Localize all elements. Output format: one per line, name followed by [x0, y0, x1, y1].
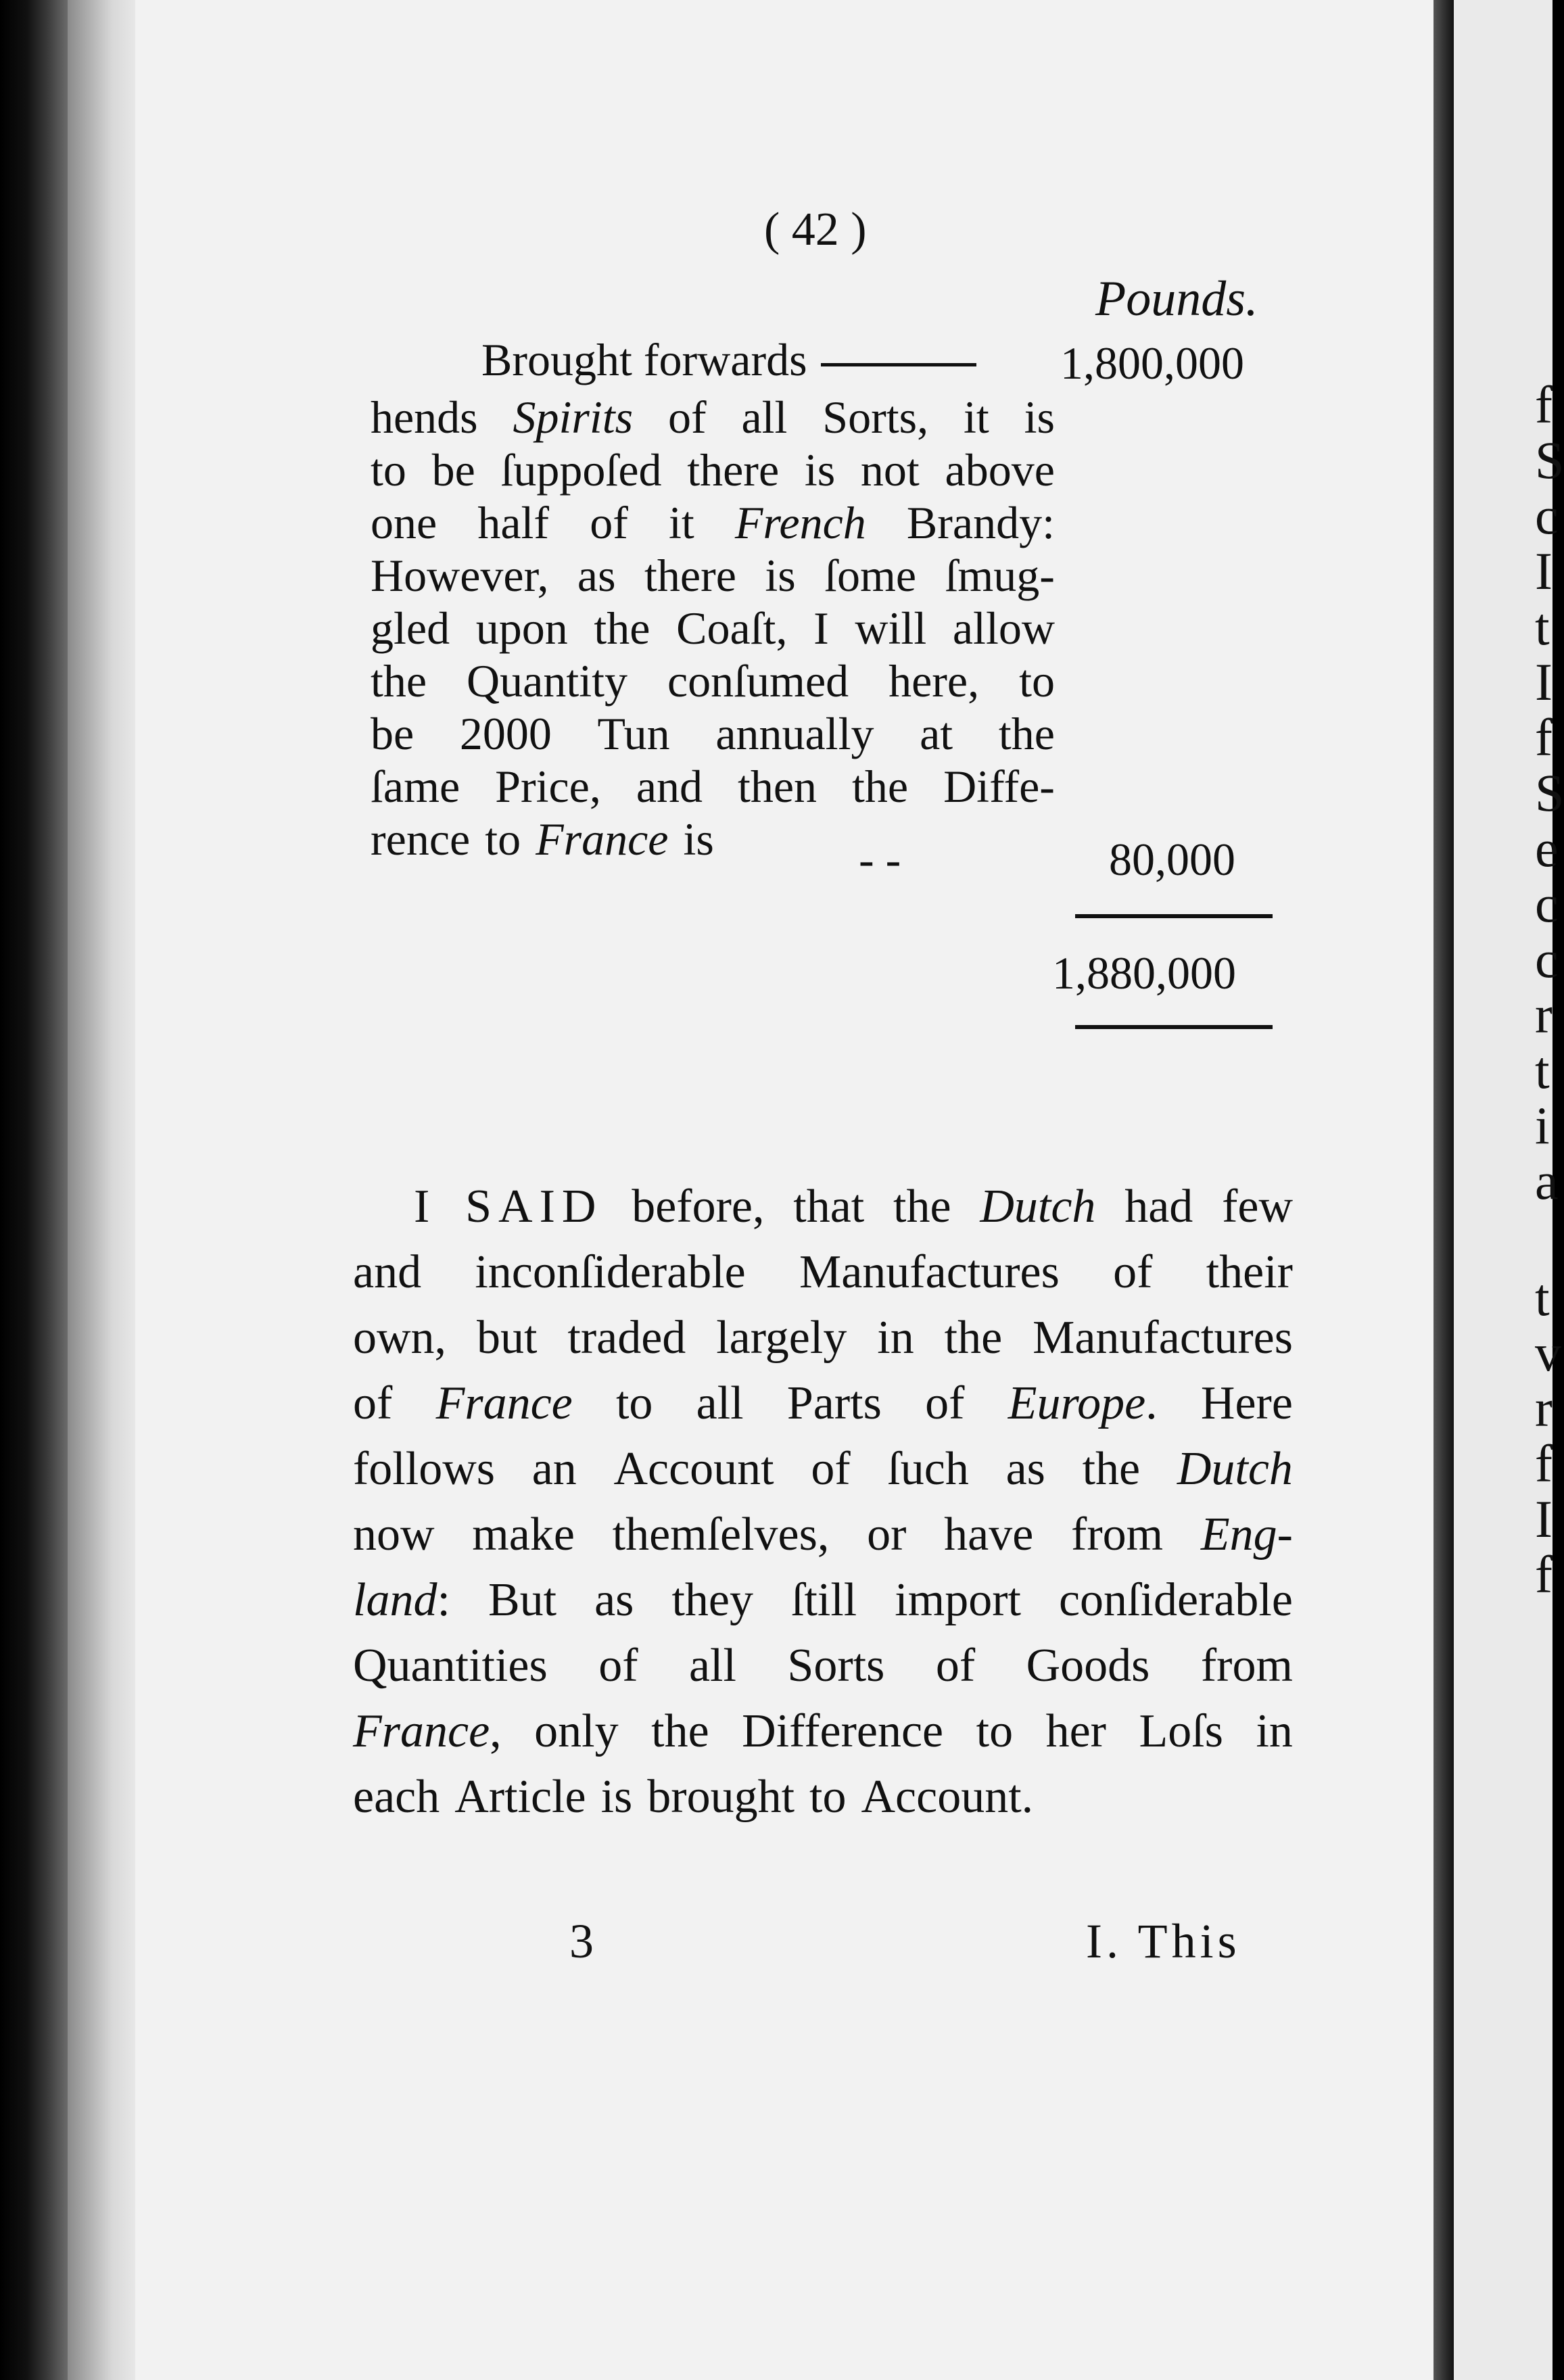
facing-page-letter: r [1535, 1379, 1553, 1437]
facing-page-letter: i [1535, 1096, 1550, 1155]
word: land: [353, 1574, 450, 1626]
word: follows [353, 1443, 495, 1495]
word: Dutch [1177, 1443, 1293, 1495]
p2-line [353, 1502, 1293, 1567]
page-gutter [1433, 0, 1454, 2380]
leader-dash [821, 363, 976, 366]
facing-page-letter: f [1535, 708, 1553, 767]
word: of [935, 1640, 976, 1692]
word: French [734, 497, 866, 548]
word: it [963, 391, 989, 443]
word: of [1113, 1246, 1153, 1298]
facing-page-letter: v [1535, 1323, 1561, 1382]
word: of [353, 1377, 393, 1429]
word: now [353, 1508, 435, 1561]
word: But [488, 1574, 557, 1626]
word: half [477, 497, 550, 548]
facing-page-letter: t [1535, 1268, 1550, 1327]
word: is [600, 1771, 633, 1823]
word: to [1019, 655, 1055, 707]
word: traded [567, 1312, 686, 1364]
sum-rule-bottom [1075, 1025, 1273, 1029]
word: However, [371, 550, 549, 601]
word: Dutch [980, 1181, 1096, 1233]
word: all [741, 391, 788, 443]
word: make [472, 1508, 575, 1561]
word: Quantities [353, 1640, 548, 1692]
word: France [435, 1377, 573, 1429]
facing-page-letter: c [1535, 930, 1559, 989]
word: Sorts, [822, 391, 929, 443]
sum-rule-top [1075, 914, 1273, 918]
word: before, [632, 1181, 765, 1233]
p1-line [371, 444, 1055, 496]
word: in [877, 1312, 914, 1364]
word: Tun [597, 708, 670, 759]
word: Article [454, 1771, 586, 1823]
word: is [765, 550, 796, 601]
word: France [536, 813, 669, 865]
p2-line [353, 1371, 1293, 1436]
p2-line [353, 1567, 1293, 1633]
word: ſuch [887, 1443, 969, 1495]
word: be [371, 708, 414, 759]
word: to [615, 1377, 653, 1429]
word: is [804, 444, 836, 496]
word: Manufactures [1033, 1312, 1293, 1364]
word: Eng- [1200, 1508, 1293, 1561]
word: Price, [495, 761, 601, 812]
word: of [598, 1640, 638, 1692]
word: as [577, 550, 616, 601]
pounds-column-heading: Pounds. [1095, 271, 1258, 327]
brought-forward-amount: 1,800,000 [1060, 337, 1244, 389]
word: upon [475, 602, 568, 654]
difference-amount: 80,000 [1109, 834, 1235, 885]
p1-line [371, 496, 1055, 549]
word: their [1206, 1246, 1293, 1298]
word: brought [647, 1771, 795, 1823]
facing-page-letter: I [1535, 652, 1553, 711]
p2-line [353, 1436, 1293, 1502]
word: import [895, 1574, 1021, 1626]
word: Europe. [1008, 1377, 1158, 1429]
word: in [1256, 1705, 1293, 1757]
word: largely [716, 1312, 847, 1364]
word: only [534, 1705, 619, 1757]
facing-page-edge [1454, 0, 1564, 2380]
word: there [687, 444, 780, 496]
word: conſiderable [1058, 1574, 1293, 1626]
word: from [1200, 1640, 1293, 1692]
book-spine-edge [68, 0, 142, 2380]
p2-line [353, 1633, 1293, 1698]
word: own, [353, 1312, 447, 1364]
word: I [813, 602, 829, 654]
word: ſmug- [945, 550, 1055, 601]
word: Spirits [513, 391, 634, 443]
word: annually [715, 708, 874, 759]
word: is [1024, 391, 1055, 443]
word: to [809, 1771, 847, 1823]
facing-page-letter: t [1535, 597, 1550, 656]
word: the [651, 1705, 709, 1757]
word: Manufactures [799, 1246, 1060, 1298]
word: of [925, 1377, 965, 1429]
word: few [1222, 1181, 1293, 1233]
facing-page-letter: S [1535, 431, 1564, 490]
word: that [793, 1181, 865, 1233]
word: an [531, 1443, 577, 1495]
total-amount: 1,880,000 [1052, 947, 1236, 999]
word: as [1005, 1443, 1045, 1495]
word: the [893, 1181, 951, 1233]
word: had [1124, 1181, 1193, 1233]
word: Difference [742, 1705, 944, 1757]
facing-page-letter: c [1535, 486, 1559, 545]
word: above [945, 444, 1055, 496]
word: Sorts [787, 1640, 885, 1692]
word: inconſiderable [475, 1246, 746, 1298]
passage-spirits [371, 391, 1055, 865]
word: have [944, 1508, 1034, 1561]
word: they [671, 1574, 753, 1626]
word: ſame [371, 761, 460, 812]
page-number: ( 42 ) [764, 204, 867, 256]
word: one [371, 497, 437, 548]
p1-line [371, 654, 1055, 707]
p1-line [371, 391, 1055, 444]
brought-forward-label: Brought forwards [481, 337, 976, 383]
word: the [1082, 1443, 1141, 1495]
facing-page-letter: I [1535, 542, 1553, 600]
word: at [920, 708, 953, 759]
word: there [644, 550, 736, 601]
facing-page-letter: a [1535, 1151, 1559, 1210]
word: each [353, 1771, 440, 1823]
word: the [998, 708, 1055, 759]
word: be [431, 444, 475, 496]
word: SAID [465, 1181, 603, 1233]
p1-line [371, 760, 1055, 813]
word: Quantity [467, 655, 628, 707]
word: and [636, 761, 703, 812]
word: is [683, 813, 714, 865]
passage-dutch-manufactures [353, 1174, 1293, 1830]
word: of [667, 391, 707, 443]
facing-page-letter: f [1535, 1545, 1553, 1604]
word: all [696, 1377, 744, 1429]
word: 2000 [459, 708, 552, 759]
p2-line [353, 1764, 1293, 1830]
facing-page-letter: t [1535, 1041, 1550, 1099]
p1-line [371, 549, 1055, 602]
word: ſome [824, 550, 917, 601]
word: as [594, 1574, 634, 1626]
word: the [371, 655, 427, 707]
facing-page-letter: f [1535, 375, 1553, 434]
word: to [371, 444, 406, 496]
word: ſuppoſed [500, 444, 662, 496]
word: I [414, 1181, 437, 1233]
word: her [1045, 1705, 1106, 1757]
catchword: I. This [1086, 1914, 1241, 1968]
word: ſtill [791, 1574, 857, 1626]
word: but [477, 1312, 538, 1364]
word: all [688, 1640, 736, 1692]
word: it [668, 497, 694, 548]
word: Parts [786, 1377, 882, 1429]
p1-line [371, 707, 1055, 760]
facing-page-letter: c [1535, 874, 1559, 933]
word: hends [371, 391, 478, 443]
word: the [944, 1312, 1003, 1364]
facing-page-letter: I [1535, 1490, 1553, 1548]
word: conſumed [667, 655, 849, 707]
word: to [485, 813, 521, 865]
p2-line [353, 1239, 1293, 1305]
word: here, [888, 655, 980, 707]
word: France, [353, 1705, 502, 1757]
signature-mark: 3 [569, 1914, 594, 1968]
scan-left-border [0, 0, 68, 2380]
word: Brandy: [906, 497, 1055, 548]
word: Account [613, 1443, 774, 1495]
facing-page-letter: S [1535, 763, 1564, 822]
word: the [594, 602, 650, 654]
word: rence [371, 813, 471, 865]
word: Here [1200, 1377, 1293, 1429]
word: Coaſt, [676, 602, 788, 654]
word: Loſs [1139, 1705, 1223, 1757]
facing-page-letter: r [1535, 985, 1553, 1044]
word: themſelves, [612, 1508, 830, 1561]
facing-page-letter: f [1535, 1434, 1553, 1493]
word: or [867, 1508, 907, 1561]
word: the [852, 761, 909, 812]
difference-dashes: - - [859, 834, 901, 885]
p2-line [353, 1698, 1293, 1764]
word: will [855, 602, 927, 654]
facing-page-letter: e [1535, 819, 1559, 878]
word: Goods [1026, 1640, 1150, 1692]
word: Account. [861, 1771, 1034, 1823]
word: Diffe- [943, 761, 1055, 812]
word: then [737, 761, 817, 812]
p1-line [371, 813, 1055, 865]
word: of [811, 1443, 851, 1495]
word: from [1071, 1508, 1164, 1561]
word: allow [952, 602, 1055, 654]
p1-line [371, 602, 1055, 654]
word: of [590, 497, 628, 548]
word: and [353, 1246, 422, 1298]
p2-line [353, 1305, 1293, 1371]
word: not [860, 444, 920, 496]
word: gled [371, 602, 450, 654]
word: to [976, 1705, 1014, 1757]
p2-line [353, 1174, 1293, 1239]
